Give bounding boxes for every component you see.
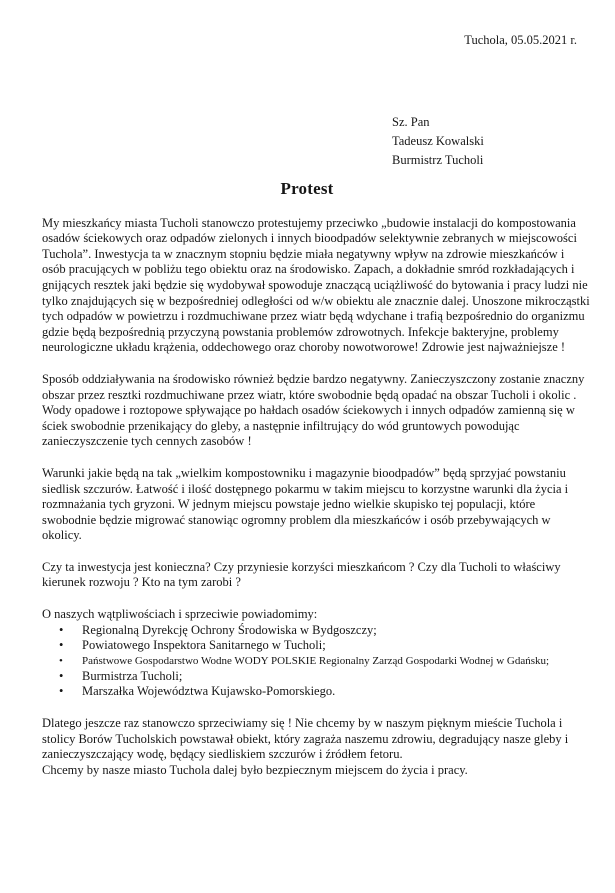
notified-parties-section [42,607,590,700]
paragraph-final-wish: Chcemy by nasze miasto Tuchola dalej było bezpiecznym miejscem do życia i pracy. [42,762,468,777]
paragraph-questions: Czy ta inwestycja jest konieczna? Czy przyniesie korzyści mieszkańcom ? Czy dla Tucholi to właściwy kierunek rozwoju ? Kto na tym zarobi ? [42,559,561,590]
list-item-mayor: • Burmistrza Tucholi; [42,669,590,685]
recipient-block [392,113,590,170]
list-item-wody-polskie: • Państwowe Gospodarstwo Wodne WODY POLSKIE Regionalny Zarząd Gospodarki Wodnej w Gdańsku; [42,654,590,669]
paragraph-rodents: Warunki jakie będą na tak „wielkim kompostowniku i magazynie bioodpadów” będą sprzyjać powstaniu siedlisk szczurów. Łatwość i ilość dostępnego pokarmu w takim miejscu to korzystne warunki dla życia i rozmnażania tych gryzoni. W jednym miejscu powstaje jedno wielkie skupisko tej populacji, które swobodnie będzie migrować stanowiąc ogromny problem dla mieszkańców i osób przebywających w okolicy. [42,465,569,543]
recipient-salutation: Sz. Pan [392,114,430,129]
paragraph-closing-objection: Dlatego jeszcze raz stanowczo sprzeciwiamy się ! Nie chcemy by w naszym pięknym mieście Tuchola i stolicy Borów Tucholskich powstawał obiekt, który zagraża naszemu zdrowiu, degradujący nasze gleby i zanieczyszczający wodę, będący siedliskiem szczurów i źródłem fetoru. [42,716,569,762]
recipient-name: Tadeusz Kowalski [392,133,484,148]
paragraph-protest-statement: My mieszkańcy miasta Tucholi stanowczo protestujemy przeciwko „budowie instalacji do kompostowania osadów ściekowych oraz odpadów zielonych i innych bioodpadów selektywnie zebranych w miejscowości Tuchola”. Inwestycja ta w znacznym stopniu będzie miała negatywny wpływ na zdrowie mieszkańców i osób pracujących w pobliżu tego obiektu oraz na środowisko. Zapach, a dokładnie smród rozkładających i gnijących resztek jaki będzie się wydobywał spowoduje znaczącą uciążliwość do bytowania i pracy ludzi nie tylko znajdujących się w bezpośredniej odległości od w/w obiektu ale znacznie dalej. Unoszone mikrocząstki tych odpadów w powietrzu i rozdmuchiwane przez wiatr będą wdychane i trafią bezpośrednio do organizmu gdzie będą bezpośrednią przyczyną powstania problemów zdrowotnych. Infekcje bakteryjne, problemy neurologiczne układu krążenia, oddechowego oraz choroby nowotworowe! Zdrowie jest najważniejsze ! [42,215,590,355]
paragraph-environmental-impact: Sposób oddziaływania na środowisko również będzie bardzo negatywny. Zanieczyszczony zostanie znaczny obszar przez resztki rozdmuchiwane przez wiatr, które swobodnie będą opadać na obszar Tucholi i okolic . Wody opadowe i roztopowe spływające po hałdach osadów ściekowych i innych odpadów zamienną się w ściek swobodnie przenikający do gleby, a następnie infiltrujący do wód gruntowych powodując zanieczyszczenie tych cennych zasobów ! [42,371,585,449]
recipient-position: Burmistrz Tucholi [392,152,484,167]
list-item-sanitary-inspector: • Powiatowego Inspektora Sanitarnego w Tucholi; [42,638,590,654]
list-item-marshal: • Marszałka Województwa Kujawsko-Pomorskiego. [42,684,590,700]
list-item-rdos: • Regionalną Dyrekcję Ochrony Środowiska w Bydgoszczy; [42,623,590,639]
letter-title: Protest [280,178,334,198]
notified-parties-list [42,623,590,700]
dateline: Tuchola, 05.05.2021 r. [464,33,577,47]
notified-parties-intro: O naszych wątpliwościach i sprzeciwie powiadomimy: [42,607,318,622]
